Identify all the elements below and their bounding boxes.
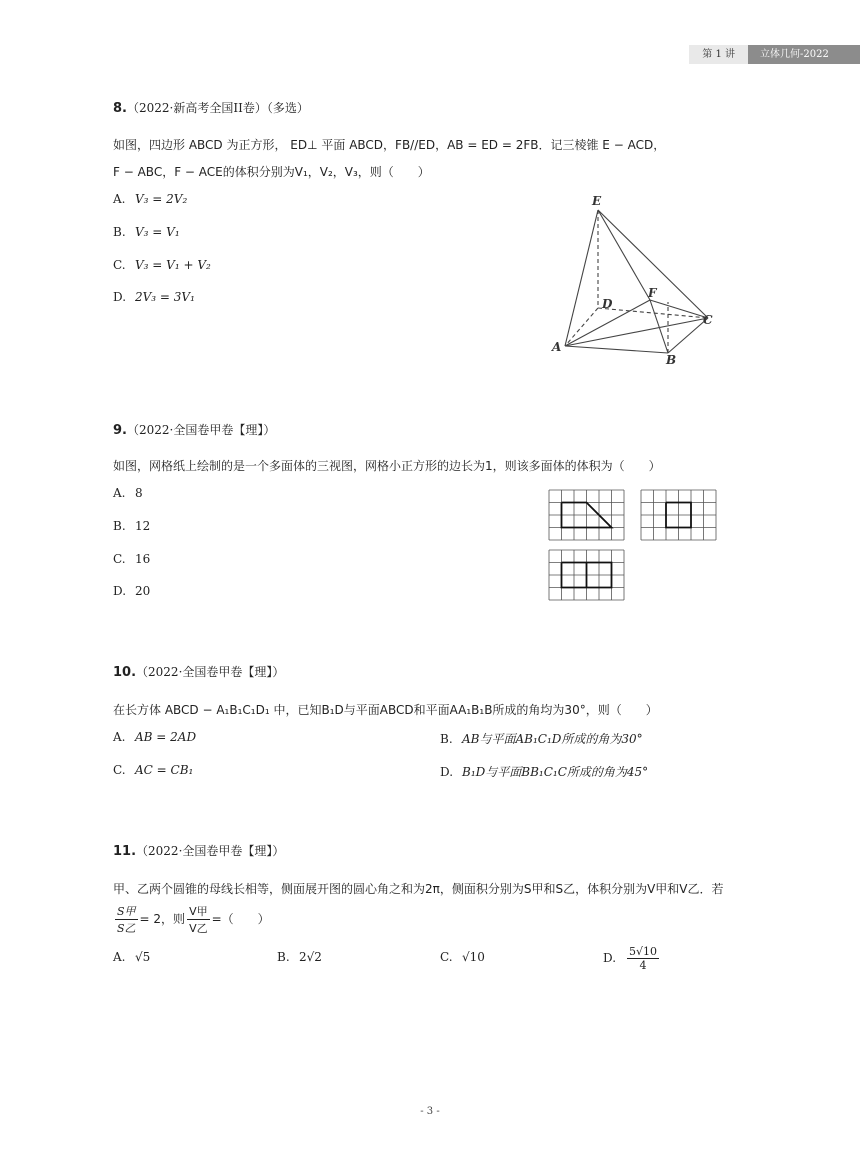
q10-stem: 在长方体 ABCD − A₁B₁C₁D₁ 中，已知B₁D与平面ABCD和平面AA₁B₁B所成的角均为30°，则（ ） <box>113 703 658 717</box>
q8-option-c[interactable]: C. V₃ = V₁ + V₂ <box>113 258 211 272</box>
q10-option-b[interactable]: B. AB与平面AB₁C₁D所成的角为30° <box>440 732 643 746</box>
q11-source: （2022·全国卷甲卷【理】） <box>136 844 285 858</box>
page-number: - 3 - <box>420 1106 440 1117</box>
q8-option-d[interactable]: D. 2V₃ = 3V₁ <box>113 290 195 304</box>
q11-option-d[interactable]: D. $\frac{5√10}{4}$ <box>603 945 658 972</box>
q8-number: 8. <box>113 101 127 116</box>
q11-heading <box>113 842 284 859</box>
q11-option-a[interactable]: A. √5 <box>113 950 151 964</box>
q11-number: 11. <box>113 844 137 859</box>
page-header <box>689 45 860 64</box>
q9-heading <box>113 421 275 438</box>
edge-AC <box>565 318 708 346</box>
q9-option-a[interactable]: A. 8 <box>113 486 143 500</box>
edge-EA <box>565 210 598 346</box>
label-B: B <box>666 353 677 367</box>
q8-stem-line2: F − ABC，F − ACE的体积分别为V₁，V₂，V₃，则（ ） <box>113 165 430 179</box>
front-view-grid <box>549 490 624 540</box>
edge-EF <box>598 210 650 300</box>
q8-heading <box>113 99 309 116</box>
q8-pyramid-figure <box>540 190 730 370</box>
label-D: D <box>602 297 613 311</box>
q8-option-a[interactable]: A. V₃ = 2V₂ <box>113 192 188 206</box>
q9-option-c[interactable]: C. 16 <box>113 552 151 566</box>
q9-source: （2022·全国卷甲卷【理】） <box>126 423 276 437</box>
q8-source: （2022·新高考全国II卷）（多选） <box>126 101 309 115</box>
fraction-v: $\frac{\text{V甲}}{\text{V乙}}$ <box>189 905 208 935</box>
edge-BC <box>668 318 708 353</box>
label-E: E <box>592 194 602 208</box>
edge-EC <box>598 210 708 318</box>
q11-stem-line2: $\frac{\text{S甲}}{\text{S乙}}$ = 2，则 $\frac{\text{V甲}}{\text{V乙}}$ =（ ） <box>117 905 270 935</box>
q11-stem-line1: 甲、乙两个圆锥的母线长相等，侧面展开图的圆心角之和为2π，侧面积分别为S甲和S乙，体积分别为V甲和V乙．若 <box>113 882 724 896</box>
q10-option-c[interactable]: C. AC = CB₁ <box>113 763 194 777</box>
q10-heading <box>113 663 284 680</box>
q10-number: 10. <box>113 665 137 680</box>
edge-AB <box>565 346 668 353</box>
lecture-label: 第 1 讲 <box>689 45 748 64</box>
q9-option-b[interactable]: B. 12 <box>113 519 151 533</box>
q8-option-b[interactable]: B. V₃ = V₁ <box>113 225 180 239</box>
label-F: F <box>648 286 657 300</box>
q9-number: 9. <box>113 423 127 438</box>
q8-stem-line1: 如图，四边形 ABCD 为正方形， ED⊥ 平面 ABCD，FB//ED，AB = ED = 2FB．记三棱锥 E − ACD， <box>113 138 666 152</box>
q9-option-d[interactable]: D. 20 <box>113 584 151 598</box>
topic-label: 立体几何-2022 <box>748 45 860 64</box>
q11-option-b[interactable]: B. 2√2 <box>277 950 322 964</box>
q9-stem: 如图，网格纸上绘制的是一个多面体的三视图，网格小正方形的边长为1，则该多面体的体积为（ ） <box>113 459 661 473</box>
top-view-grid <box>549 550 624 600</box>
fraction-s: $\frac{\text{S甲}}{\text{S乙}}$ <box>117 905 136 935</box>
side-view-grid <box>641 490 716 540</box>
q11-option-c[interactable]: C. √10 <box>440 950 485 964</box>
q9-three-views <box>548 489 720 603</box>
q10-option-a[interactable]: A. AB = 2AD <box>113 730 197 744</box>
q10-source: （2022·全国卷甲卷【理】） <box>136 665 285 679</box>
label-C: C <box>703 313 713 327</box>
label-A: A <box>552 340 562 354</box>
q10-option-d[interactable]: D. B₁D与平面BB₁C₁C所成的角为45° <box>440 765 649 779</box>
